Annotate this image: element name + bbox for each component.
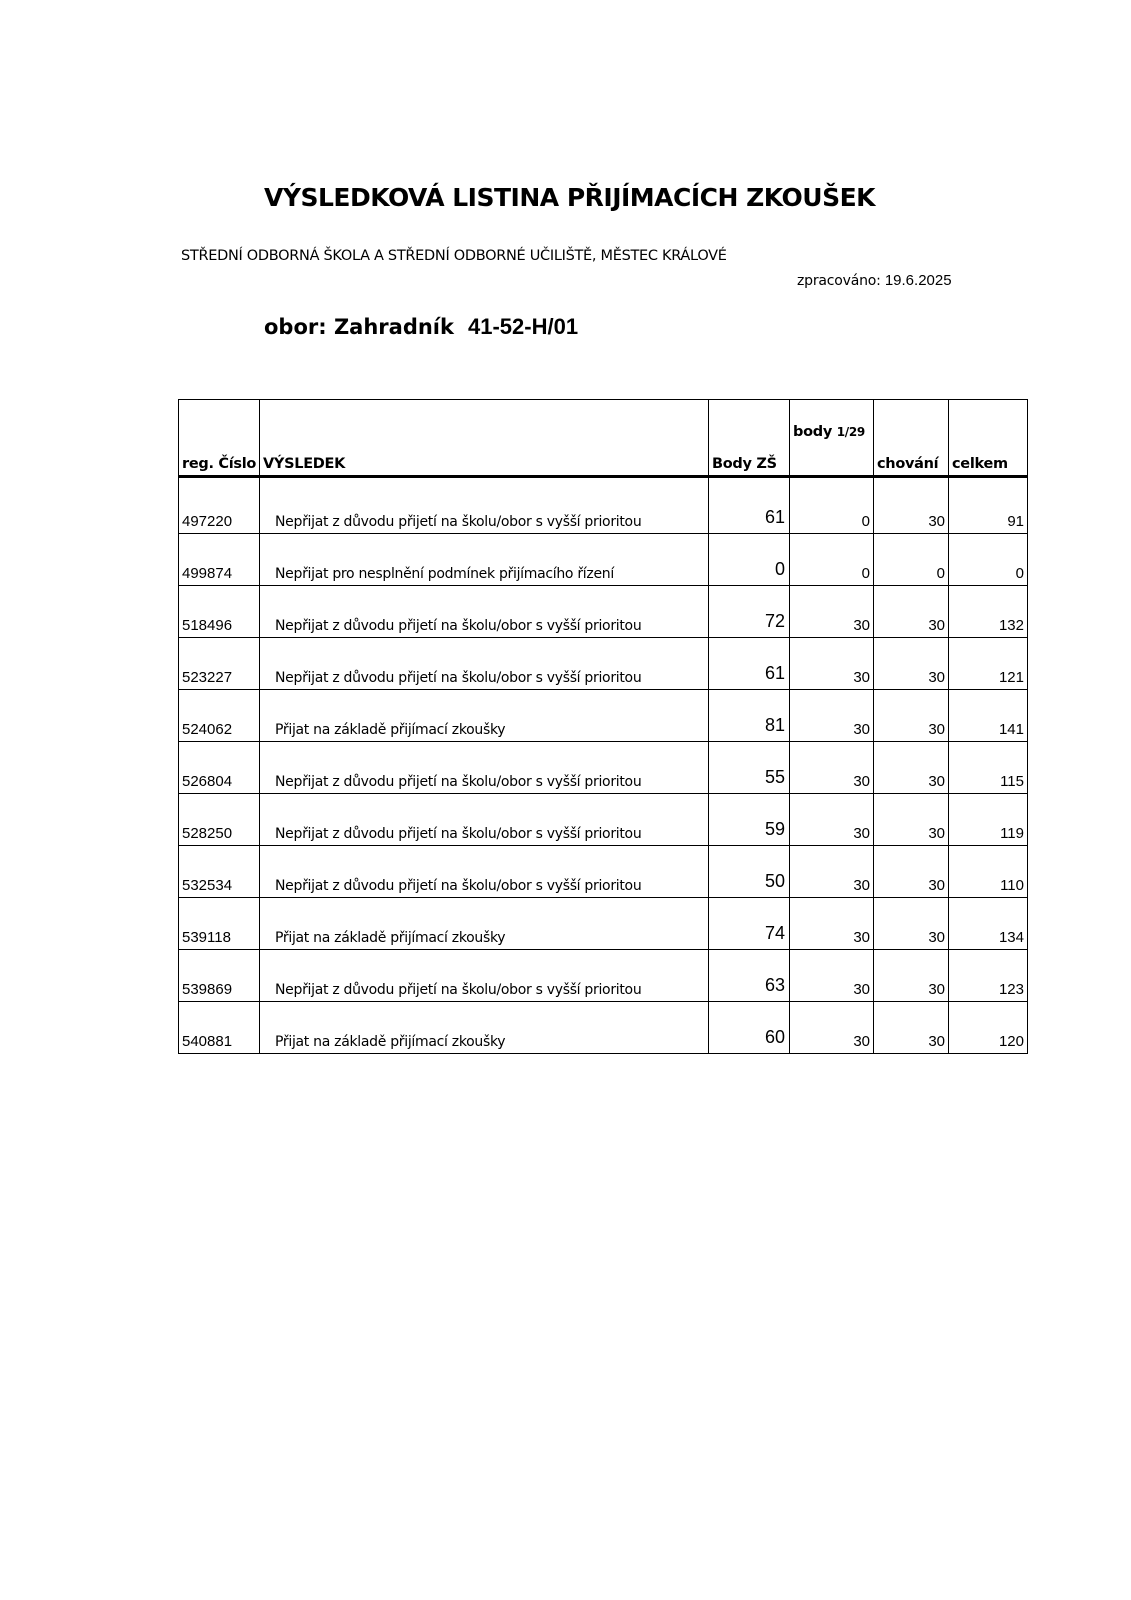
table-row: [179, 846, 1028, 898]
cell-reg-number: 532534: [179, 846, 260, 898]
cell-celkem: 91: [949, 477, 1028, 534]
page-title: VÝSLEDKOVÁ LISTINA PŘIJÍMACÍCH ZKOUŠEK: [264, 183, 876, 212]
cell-reg-number: 526804: [179, 742, 260, 794]
cell-chovani: 30: [874, 742, 949, 794]
field-of-study: [264, 314, 578, 340]
cell-body-1-29: 0: [790, 534, 874, 586]
cell-body-1-29: 30: [790, 586, 874, 638]
cell-body-zs: 72: [709, 586, 790, 638]
table-row: [179, 586, 1028, 638]
cell-body-1-29: 30: [790, 1002, 874, 1054]
cell-result: Nepřijat pro nesplnění podmínek přijímacího řízení: [260, 534, 709, 586]
cell-chovani: 30: [874, 1002, 949, 1054]
cell-reg-number: 539869: [179, 950, 260, 1002]
header-body-1-29: [790, 400, 874, 477]
cell-chovani: 0: [874, 534, 949, 586]
cell-body-zs: 60: [709, 1002, 790, 1054]
cell-body-1-29: 0: [790, 477, 874, 534]
table-row: [179, 477, 1028, 534]
cell-chovani: 30: [874, 690, 949, 742]
cell-chovani: 30: [874, 794, 949, 846]
cell-body-zs: 61: [709, 477, 790, 534]
cell-result: Nepřijat z důvodu přijetí na školu/obor s vyšší prioritou: [260, 742, 709, 794]
table-header-row: [179, 400, 1028, 477]
cell-chovani: 30: [874, 846, 949, 898]
cell-body-1-29: 30: [790, 898, 874, 950]
cell-celkem: 120: [949, 1002, 1028, 1054]
processed-date-line: [797, 272, 952, 289]
cell-celkem: 141: [949, 690, 1028, 742]
cell-celkem: 119: [949, 794, 1028, 846]
table-row: [179, 742, 1028, 794]
results-table: [178, 399, 1028, 1054]
cell-result: Přijat na základě přijímací zkoušky: [260, 1002, 709, 1054]
cell-celkem: 110: [949, 846, 1028, 898]
cell-body-1-29: 30: [790, 690, 874, 742]
cell-body-zs: 0: [709, 534, 790, 586]
header-result: VÝSLEDEK: [260, 400, 709, 477]
cell-body-1-29: 30: [790, 950, 874, 1002]
table-row: [179, 794, 1028, 846]
cell-result: Nepřijat z důvodu přijetí na školu/obor s vyšší prioritou: [260, 638, 709, 690]
cell-body-1-29: 30: [790, 794, 874, 846]
cell-reg-number: 539118: [179, 898, 260, 950]
cell-celkem: 115: [949, 742, 1028, 794]
table-row: [179, 534, 1028, 586]
cell-body-1-29: 30: [790, 638, 874, 690]
header-body-1-29-fraction: 1/29: [836, 425, 865, 439]
header-body-zs: Body ZŠ: [709, 400, 790, 477]
cell-celkem: 134: [949, 898, 1028, 950]
cell-chovani: 30: [874, 586, 949, 638]
cell-chovani: 30: [874, 638, 949, 690]
cell-result: Přijat na základě přijímací zkoušky: [260, 690, 709, 742]
cell-chovani: 30: [874, 477, 949, 534]
cell-body-zs: 55: [709, 742, 790, 794]
cell-celkem: 121: [949, 638, 1028, 690]
cell-chovani: 30: [874, 950, 949, 1002]
header-body-1-29-word: body: [793, 424, 837, 440]
cell-reg-number: 540881: [179, 1002, 260, 1054]
cell-reg-number: 499874: [179, 534, 260, 586]
field-code: 41-52-H/01: [467, 314, 579, 339]
header-chovani: chování: [874, 400, 949, 477]
processed-date: 19.6.2025: [884, 272, 952, 289]
cell-result: Nepřijat z důvodu přijetí na školu/obor s vyšší prioritou: [260, 586, 709, 638]
table-row: [179, 638, 1028, 690]
cell-result: Nepřijat z důvodu přijetí na školu/obor s vyšší prioritou: [260, 794, 709, 846]
cell-celkem: 0: [949, 534, 1028, 586]
cell-chovani: 30: [874, 898, 949, 950]
cell-celkem: 123: [949, 950, 1028, 1002]
cell-body-1-29: 30: [790, 846, 874, 898]
cell-result: Nepřijat z důvodu přijetí na školu/obor s vyšší prioritou: [260, 477, 709, 534]
school-name: STŘEDNÍ ODBORNÁ ŠKOLA A STŘEDNÍ ODBORNÉ UČILIŠTĚ, MĚSTEC KRÁLOVÉ: [181, 248, 727, 264]
cell-body-zs: 81: [709, 690, 790, 742]
table-row: [179, 690, 1028, 742]
field-label: obor: Zahradník: [264, 315, 454, 339]
cell-reg-number: 524062: [179, 690, 260, 742]
processed-label: zpracováno:: [797, 273, 881, 289]
cell-body-1-29: 30: [790, 742, 874, 794]
cell-reg-number: 528250: [179, 794, 260, 846]
cell-reg-number: 497220: [179, 477, 260, 534]
table-row: [179, 1002, 1028, 1054]
cell-body-zs: 74: [709, 898, 790, 950]
header-reg-number: reg. Číslo: [179, 400, 260, 477]
cell-reg-number: 518496: [179, 586, 260, 638]
cell-body-zs: 61: [709, 638, 790, 690]
cell-result: Nepřijat z důvodu přijetí na školu/obor s vyšší prioritou: [260, 846, 709, 898]
table-row: [179, 950, 1028, 1002]
header-celkem: celkem: [949, 400, 1028, 477]
table-row: [179, 898, 1028, 950]
cell-celkem: 132: [949, 586, 1028, 638]
cell-body-zs: 50: [709, 846, 790, 898]
cell-body-zs: 63: [709, 950, 790, 1002]
cell-body-zs: 59: [709, 794, 790, 846]
cell-reg-number: 523227: [179, 638, 260, 690]
cell-result: Přijat na základě přijímací zkoušky: [260, 898, 709, 950]
cell-result: Nepřijat z důvodu přijetí na školu/obor s vyšší prioritou: [260, 950, 709, 1002]
